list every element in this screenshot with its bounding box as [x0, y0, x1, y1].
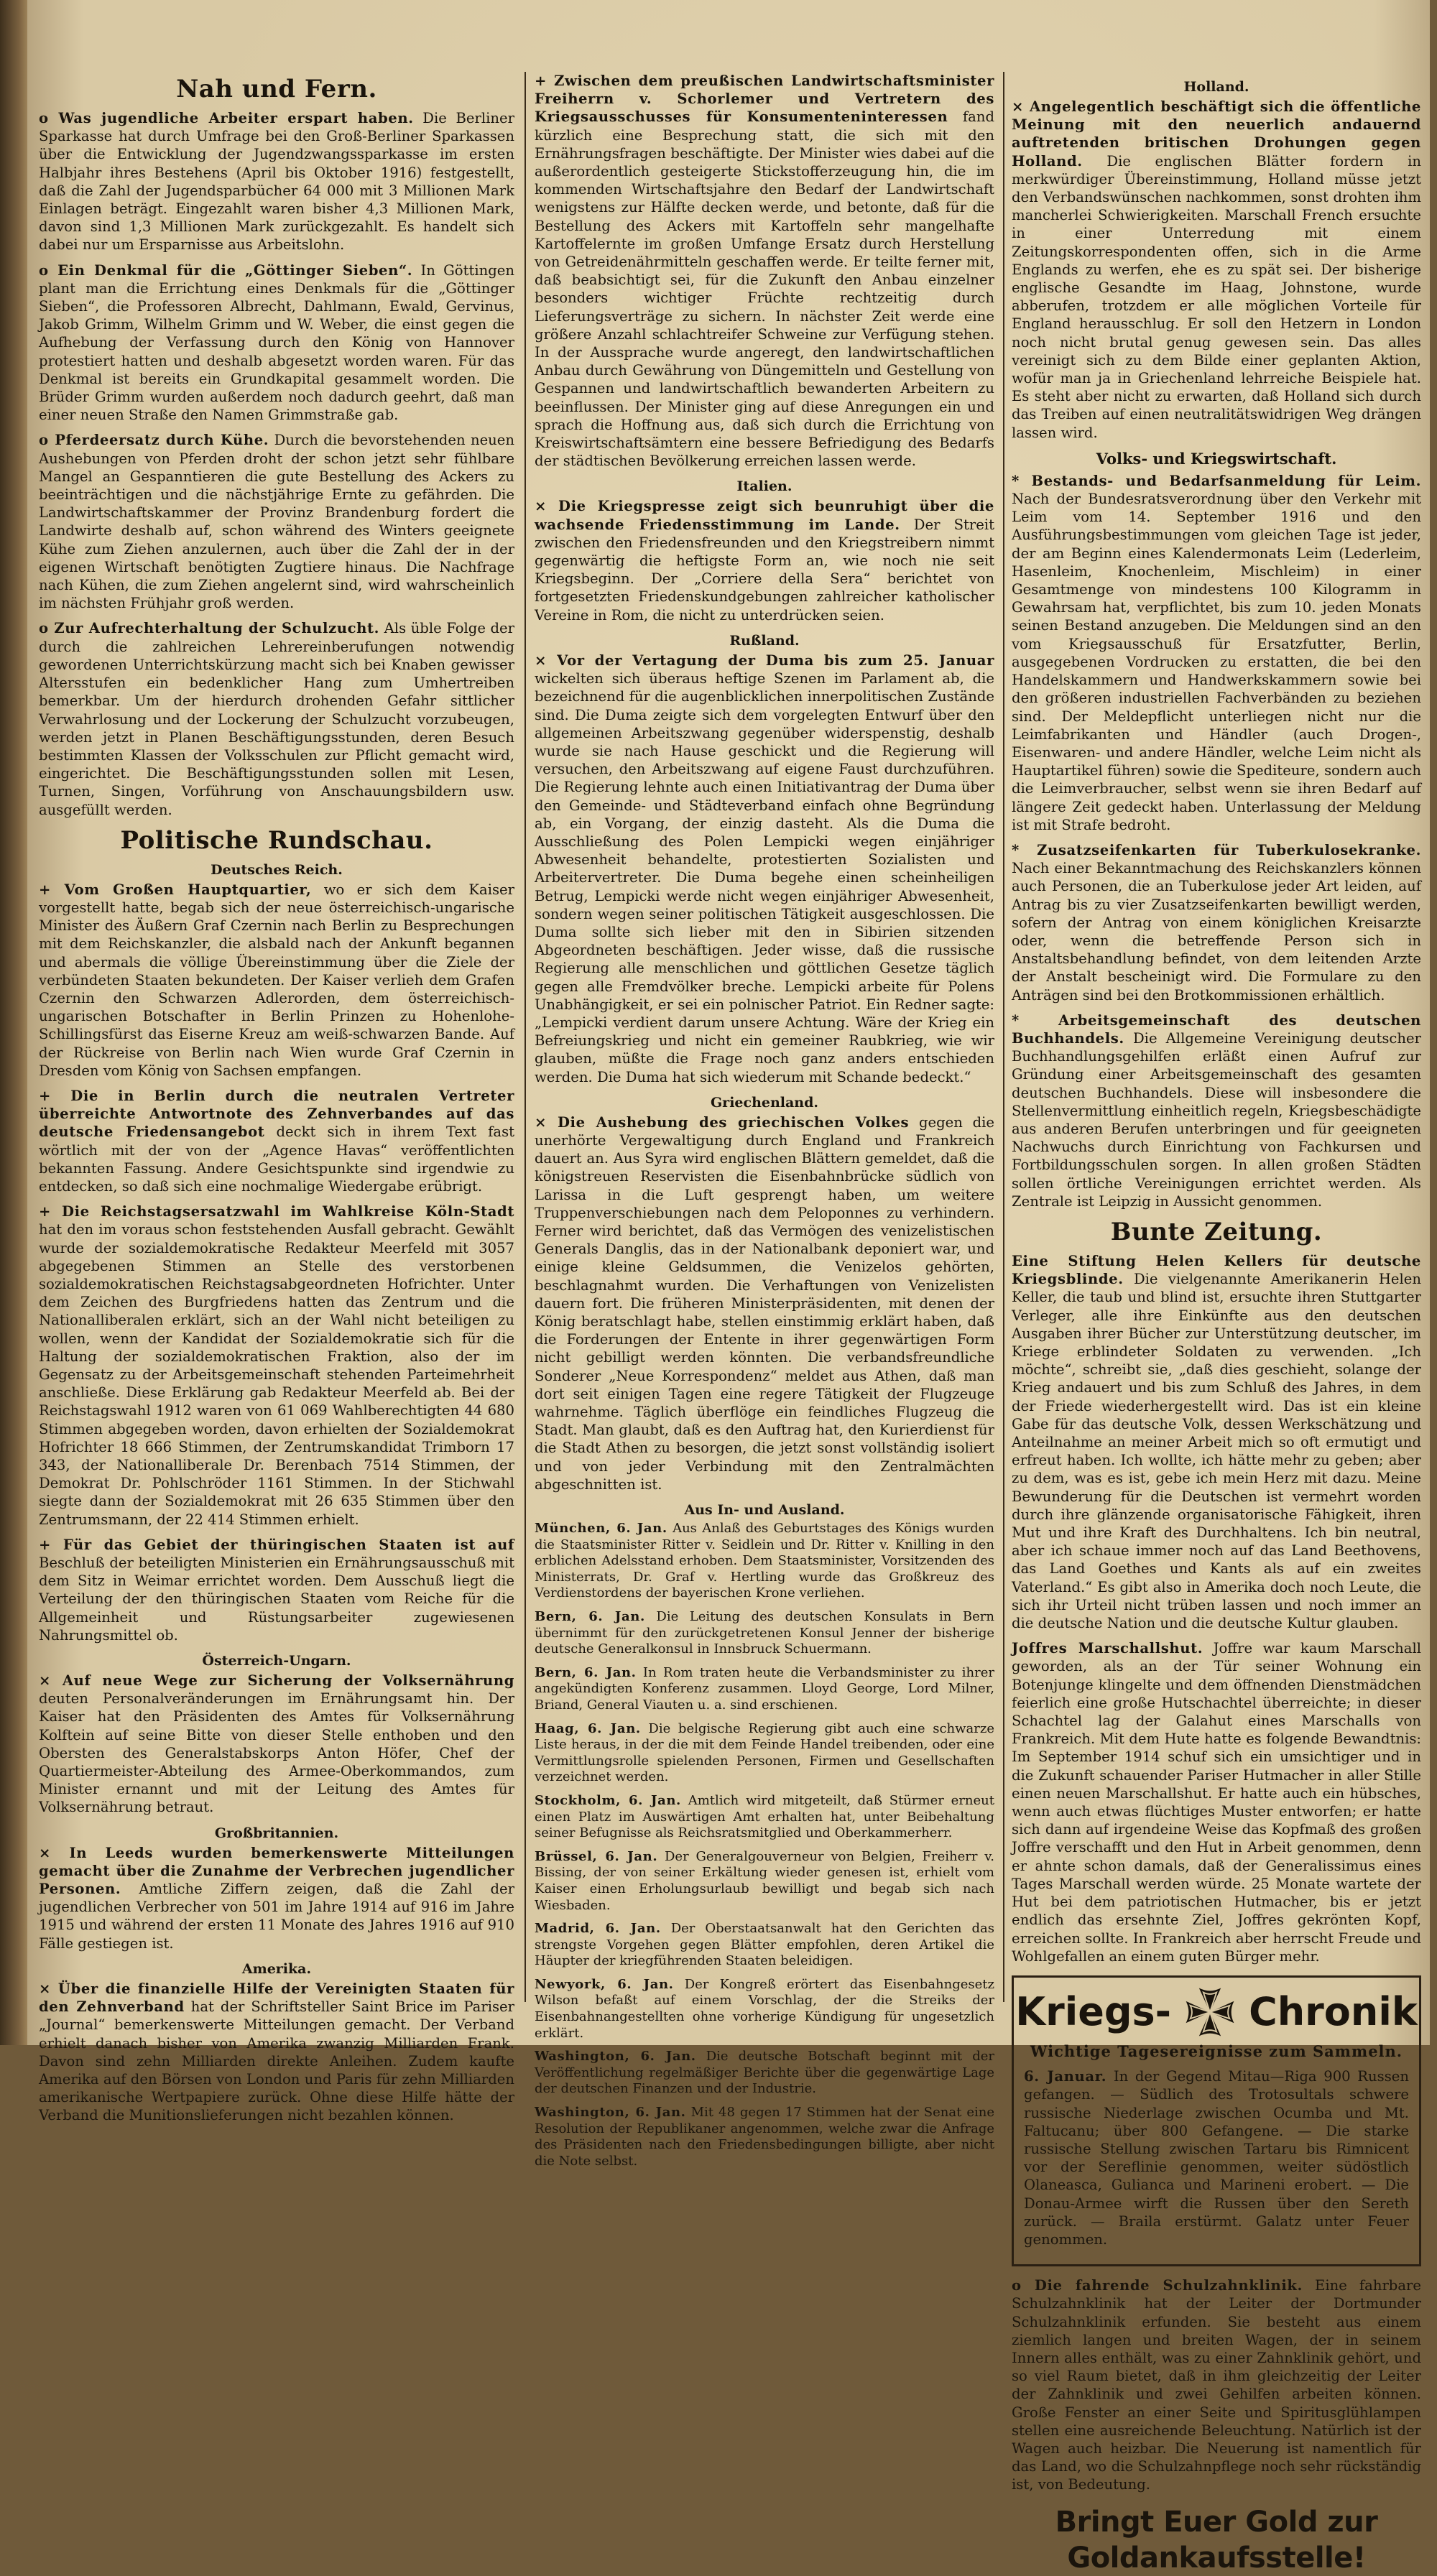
column-rule — [525, 72, 526, 2002]
chronik-title-left: Kriegs- — [1015, 1988, 1172, 2034]
article-lead: Eine Stiftung Helen Kellers für deutsche Kriegsblinde. — [1012, 1252, 1421, 1288]
article-lead: × Die Kriegspresse zeigt sich beunruhigt über die wachsende Friedensstimmung im Lande. — [535, 498, 994, 533]
subheading-amerika: Amerika. — [241, 1960, 312, 1977]
article-lead: × Die Aushebung des griechischen Volkes — [535, 1113, 910, 1131]
article-text: Als üble Folge der durch die zahlreichen Lehrereinberufungen notwendig gewordenen Unterrichtskürzung macht sich bei Knaben gewisser Altersstufen ein bedenklicher Hang zum Umhertreiben bemerkbar. Um der hierdurch drohenden Gefahr sittlicher Verwahrlosung und der Lockerung der Schulzucht vorzubeugen, werden jetzt in Planen Beschäftigungsstunden, deren Besuch bestimmten Klassen der Volksschulen zur Pflicht gemacht wird, eingerichtet. Die Beschäftigungsstunden sollen mit Lesen, Turnen, Singen, Vorführung von Anschauungsbildern usw. ausgefüllt werden. — [39, 620, 514, 818]
dateline: Washington, 6. Jan. — [535, 2105, 686, 2121]
column-rule — [1003, 72, 1004, 2002]
chronik-date: 6. Januar. — [1024, 2068, 1107, 2085]
article — [1012, 841, 1421, 1004]
dateline: Newyork, 6. Jan. — [535, 1976, 674, 1992]
article — [39, 1844, 514, 1952]
article-lead: + Die in Berlin durch die neutralen Vertreter überreichte Antwortnote des Zehnverbandes auf das deutsche Friedensangebot — [39, 1087, 514, 1141]
article — [39, 261, 514, 425]
article-lead: × Über die finanzielle Hilfe der Vereinigten Staaten für den Zehnverband — [39, 1980, 514, 2016]
dateline: Brüssel, 6. Jan. — [535, 1848, 658, 1864]
article-text: Die Berliner Sparkasse hat durch Umfrage bei den Groß-Berliner Sparkassen über die Entwicklung der Jugendzwangssparkasse im ersten Halbjahr ihres Bestehens (April bis Oktober 1916) festgestellt, daß die Zahl der Jugendsparbücher 64 000 mit 3 Millionen Mark Einlagen beträgt. Eingezahlt waren bisher 4,3 Millionen Mark, davon sind 1,3 Millionen Mark zurückgezahlt. Es handelt sich dabei nur um Ersparnisse aus Arbeitslohn. — [39, 110, 514, 254]
article-text: wo er sich dem Kaiser vorgestellt hatte, begab sich der neue österreichisch-ungarische Minister des Äußern Graf Czernin nach Berlin zu Besprechungen mit dem Reichskanzler, die alsbald nach der Ankunft begannen und abermals die völlige Übereinstimmung über die Ziele der verbündeten Staaten bekundeten. Der Kaiser verlieh dem Grafen Czernin den Schwarzen Adlerorden, dem österreichisch-ungarischen Botschafter in Berlin Prinzen zu Hohenlohe-Schillingsfürst das Eiserne Kreuz am weiß-schwarzen Bande. Auf der Rückreise von Berlin nach Wien wurde Graf Czernin in Dresden vom König von Sachsen empfangen. — [39, 881, 515, 1079]
column-middle — [535, 72, 995, 2169]
brief-text: Der Kongreß erörtert das Eisenbahngesetz Wilson befaßt auf einem Vorschlag, der die Streiks der Eisenbahnangestellten ohne vorherige Kündigung für ungesetzlich erklärt. — [535, 1976, 994, 2041]
article-lead: + Für das Gebiet der thüringischen Staaten ist auf — [39, 1536, 514, 1553]
brief-text: Aus Anlaß des Geburtstages des Königs wurden die Staatsminister Ritter v. Seidlein und Dr. Ritter v. Knilling in den erblichen Adelsstand erhoben. Dem Staatsminister, Vorsitzenden des Ministerrats, Dr. Graf v. Hertling wurde das Großkreuz des Verdienstordens der bayerischen Krone verliehen. — [535, 1521, 994, 1601]
article-text: deuten Personalveränderungen im Ernährungsamt hin. Der Kaiser hat den Präsidenten des Amtes für Volksernährung Kolftein auf seine Bitte von dieser Stelle enthoben und den Obersten des Generalstabskorps Anton Höfer, Chef der Quartiermeister-Abteilung des Armee-Oberkommandos, zum Minister ernannt und mit der Leitung des Amtes für Volksernährung betraut. — [39, 1690, 514, 1816]
dateline: Bern, 6. Jan. — [535, 1664, 637, 1680]
news-brief — [535, 1609, 994, 1658]
section-heading-politische-rundschau: Politische Rundschau. — [120, 825, 433, 855]
article-text: Amtliche Ziffern zeigen, daß die Zahl der jugendlichen Verbrecher von 501 im Jahre 1914 auf 916 im Jahre 1915 und während der ersten 11 Monate des Jahres 1916 auf 910 Fälle gestiegen ist. — [39, 1881, 514, 1952]
article — [535, 652, 994, 1086]
news-brief — [535, 1521, 994, 1602]
news-brief — [535, 1721, 994, 1786]
column-left — [39, 72, 515, 2124]
article-text: Beschluß der beteiligten Ministerien ein Ernährungsausschuß mit dem Sitz in Weimar errichtet worden. Dem Ausschuß liegt die Verteilung der den thüringischen Staaten vom Reiche für die Allgemeinheit und Rüstungsarbeiter zugewiesenen Nahrungsmittel ob. — [39, 1555, 514, 1644]
article-lead: + Die Reichstagsersatzwahl im Wahlkreise Köln-Stadt — [39, 1203, 514, 1220]
brief-text: Mit 48 gegen 17 Stimmen hat der Senat eine Resolution der Republikaner angenommen, welche zwar die Anfrage des Präsidenten nach den Friedensbedingungen billigte, aber nicht die Note selbst. — [535, 2105, 994, 2169]
subheading-grossbritannien: Großbritannien. — [214, 1825, 339, 1841]
subheading-italien: Italien. — [736, 478, 793, 495]
news-brief — [535, 1665, 994, 1714]
article-text: In Göttingen plant man die Errichtung eines Denkmals für die „Göttinger Sieben“, die Professoren Albrecht, Dahlmann, Ewald, Gervinus, Jakob Grimm, Wilhelm Grimm und W. Weber, die einst gegen die Aufhebung der Verfassung durch den König von Hannover protestiert hatten und deshalb abgesetzt worden waren. Für das Denkmal ist bereits ein Grundkapital gesammelt worden. Die Brüder Grimm wurden außerdem noch dadurch geehrt, daß man einer neuen Straße den Namen Grimmstraße gab. — [39, 261, 514, 424]
article-text: fand kürzlich eine Besprechung statt, die sich mit den Ernährungsfragen beschäftigte. Der Minister wies dabei auf die außerordentlich gesteigerte Stickstofferzeugung hin, die im kommenden Wirtschaftsjahre den Bedarf der Landwirtschaft wenigstens zur Hälfte decken werde, und betonte, daß für die Bestellung des Ackers mit Kartoffeln sehr mangelhafte Kartoffelernte im großen Umfange Ersatz durch Herstellung von Getreidenährmitteln geschaffen werde. Er teilte ferner mit, daß beabsichtigt sei, für die Zukunft den Anbau einzelner besonders wichtiger Früchte rechtzeitig durch Lieferungsverträge zu sichern. In nächster Zeit werde eine größere Anzahl schlachtreifer Schweine zur Verfügung stehen. In der Aussprache wurde angeregt, den landwirtschaftlichen Anbau durch Gewährung von Düngemitteln und Gestellung von Gespannen und landwirtschaftlich bewanderten Arbeitern zu beeinflussen. Der Minister ging auf diese Anregungen ein und sprach die Hoffnung aus, daß sich durch die Errichtung von Kreiswirtschaftsämtern eine bessere Befriedigung des Bedarfs der städtischen Bevölkerung erreichen lassen werde. — [535, 108, 994, 470]
article-text: Der Streit zwischen den Friedensfreunden und den Kriegstreibern nimmt gegenwärtig die heftigste Form an, wie noch nie seit Kriegsbeginn. Der „Corriere della Sera“ berichtet von fortgesetzten Friedenskundgebungen zahlreicher katholischer Vereine in Rom, die nicht zu unterdrücken seien. — [535, 516, 994, 624]
article-text: wickelten sich überaus heftige Szenen im Parlament ab, die bezeichnend für die augenblicklichen innerpolitischen Zustände sind. Die Duma zeigte sich dem vorgelegten Entwurf über den allgemeinen Arbeitszwang gegenüber widerspenstig, deshalb wurde sie nach Hause geschickt und die Regierung will versuchen, den Arbeitszwang auf eigene Faust durchzuführen. Die Regierung lehnte auch einen Initiativantrag der Duma über den Gemeinde- und Städteverband einfach ohne Begründung ab, ein Vorgang, der einzig dasteht. Als die Duma die Ausschließung des Polen Lempicki wegen einjähriger Abwesenheit behandelte, protestierten Sozialisten und Arbeitervertreter. Die Duma begehe einen scheinheiligen Betrug, Lempicki werde nicht wegen einjähriger Abwesenheit, sondern wegen seiner politischen Tätigkeit ausgeschlossen. Die Duma sollte sich lieber mit den in Sibirien sitzenden Abgeordneten beschäftigen. Jeder wisse, daß die russische Regierung alle menschlichen und göttlichen Gesetze täglich gegen alle Fremdvölker breche. Lempicki arbeite für Polens Unabhängigkeit, er sei ein polnischer Patriot. Ein Redner sagte: „Lempicki verdient darum unsere Achtung. Wäre der Krieg ein Befreiungskrieg und nicht ein gemeiner Raubkrieg, wie wir glauben, müßte die Frage noch ganz anders entschieden werden. Die Duma hat sich wiederum mit Schande bedeckt.“ — [535, 670, 994, 1085]
section-heading-bunte-zeitung: Bunte Zeitung. — [1110, 1217, 1323, 1246]
chronik-subtitle: Wichtige Tagesereignisse zum Sammeln. — [1030, 2042, 1403, 2060]
brief-text: Amtlich wird mitgeteilt, daß Stürmer erneut einen Platz im Auswärtigen Amt erhalten hat, unter Beibehaltung seiner Befugnisse als Reichsratsmitglied und Oberkammerherr. — [535, 1792, 994, 1841]
article-text: gegen die unerhörte Vergewaltigung durch England und Frankreich dauert an. Aus Syra wird englischen Blättern gemeldet, daß die königstreuen Reservisten die Eisenbahnbrücke südlich von Larissa in die Luft gesprengt haben, um weitere Truppenverschiebungen nach dem Peloponnes zu verhindern. Ferner wird berichtet, daß das Vermögen des venizelistischen Generals Danglis, das in der Nationalbank deponiert war, und einige kleine Geldsummen, die Venizelos gehörten, beschlagnahmt wurden. Die Verhaftungen von Venizelisten dauern fort. Die früheren Ministerpräsidenten, mit denen der König beratschlagt habe, stellen einstimmig erklärt haben, daß die Forderungen der Entente in ihrer gegenwärtigen Form nicht gebilligt werden könnten. Die verbandsfreundliche Sonderer „Neue Korrespondenz“ meldet aus Athen, daß man dort seit einigen Tagen eine regere Tätigkeit der Flugzeuge wahrnehme. Täglich überflöge ein feindliches Flugzeug die Stadt. Man glaubt, daß es den Auftrag hat, den Kurierdienst für die Stadt Athen zu besorgen, die jetzt sonst vollständig isoliert und von jeder Verbindung mit den Zentralmächten abgeschnitten ist. — [535, 1113, 995, 1493]
kriegs-chronik-box — [1012, 1975, 1421, 2266]
newspaper-page — [27, 0, 1430, 2575]
book-binding — [0, 0, 27, 2045]
chronik-text: In der Gegend Mitau—Riga 900 Russen gefangen. — Südlich des Trotosultals schwere russische Niederlage zwischen Ocumba und Mt. Faltucanu; über 800 Gefangene. — Die starke russische Stellung zwischen Tartaru bis Rimnicent vor der Sereflinie genommen, weiter südöstlich Olaneasca, Gulianca und Marineni erobert. — Die Donau-Armee wirft die Russen über den Sereth zurück. — Braila erstürmt. Galatz unter Feuer genommen. — [1024, 2068, 1409, 2248]
article-text: Eine fahrbare Schulzahnklinik hat der Leiter der Dortmunder Schulzahnklinik erfunden. Sie besteht aus einem ziemlich langen und breiten Wagen, der in seinem Innern alles enthält, was zu einer Zahnklinik gehört, und so viel Raum bietet, daß in ihm gleichzeitig der Leiter der Zahnklinik und zwei Gehilfen arbeiten können. Große Fenster an einer Seite und Spiritusglühlampen stellen eine ausreichende Beleuchtung. Natürlich ist der Wagen auch heizbar. Die Neuerung ist namentlich für das Land, wo die Schulzahnpflege noch sehr rückständig ist, von Bedeutung. — [1012, 2277, 1421, 2493]
article-text: Joffre war kaum Marschall geworden, als an der Tür seiner Wohnung ein Botenjunge klingelte und dem öffnenden Dienstmädchen feierlich eine große Hutschachtel überreichte; in dieser Schachtel lag der Galahut eines Marschalls von Frankreich. Mit dem Hute hatte es folgende Bewandtnis: Im September 1914 schuf sich ein umsichtiger und in die Zukunft schauender Pariser Hutmacher in aller Stille einen neuen Marschallshut. Er hatte auch ein hübsches, wenn auch etwas flüchtiges Muster entworfen; er hatte sich dann auf irgendeine Weise das Kopfmaß des großen Joffre verschafft und den Hut in Arbeit genommen, denn er ahnte schon damals, daß der Generalissimus eines Tages Marschall werden würde. 25 Monate wartete der Hut bei dem patriotischen Hutmacher, bis er jetzt endlich das ersehnte Ziel, Joffres gekrönten Kopf, erreichen sollte. In Frankreich aber herrscht Freude und Wohlgefallen an einem guten Bürger mehr. — [1012, 1640, 1422, 1965]
article-text: hat der Schriftsteller Saint Brice im Pariser „Journal“ bemerkenswerte Mitteilungen gemacht. Der Verband erhielt danach bisher von Amerika zwanzig Milliarden Frank. Davon sind zehn Milliarden direkte Anleihen. Zudem kaufte Amerika auf den Börsen von London und Paris für zehn Milliarden amerikanische Wertpapiere zurück. Ohne diese Hilfe hätte der Verband die Munitionslieferungen nicht bezahlen können. — [39, 1998, 515, 2124]
article — [1012, 2276, 1421, 2493]
dateline: Stockholm, 6. Jan. — [535, 1792, 681, 1808]
section-heading-nah-und-fern: Nah und Fern. — [176, 75, 377, 103]
article — [535, 1113, 994, 1493]
article — [1012, 1639, 1421, 1965]
news-brief — [535, 1849, 994, 1914]
subheading-griechenland: Griechenland. — [710, 1094, 819, 1111]
dateline: München, 6. Jan. — [535, 1521, 667, 1537]
article-lead: * Bestands- und Bedarfsanmeldung für Leim. — [1012, 472, 1421, 489]
article — [39, 1980, 514, 2125]
dateline: Washington, 6. Jan. — [535, 2049, 696, 2065]
article-lead: × Auf neue Wege zur Sicherung der Volksernährung — [39, 1672, 514, 1690]
article — [535, 72, 994, 470]
article — [1012, 1011, 1421, 1210]
brief-text: Die Leitung des deutschen Konsulats in Bern übernimmt für den zurückgetretenen Konsul Jenner der bisherige deutsche Generalkonsul in Innsbruck Schuermann. — [535, 1609, 995, 1657]
news-briefs — [535, 1521, 994, 2169]
iron-cross-icon — [1183, 1985, 1237, 2039]
article-lead: + Vom Großen Hauptquartier, — [39, 881, 312, 898]
brief-text: Die belgische Regierung gibt auch eine schwarze Liste heraus, in der die mit dem Feinde Handel treibenden, oder eine Vermittlungsrolle spielenden Personen, Firmen und Gesellschaften verzeichnet werden. — [535, 1720, 994, 1785]
brief-text: Der Oberstaatsanwalt hat den Gerichten das strengste Vorgehen gegen Blätter empfohlen, deren Artikel die Häupter der kriegführenden Staaten beleidigen. — [535, 1921, 994, 1969]
section-heading-volks-und-kriegswirtschaft: Volks- und Kriegswirtschaft. — [1096, 449, 1337, 468]
gold-slogan: Bringt Euer Gold zur Goldankaufsstelle! — [1055, 2505, 1378, 2575]
article-text: Nach der Bundesratsverordnung über den Verkehr mit Leim vom 14. September 1916 und den Ausführungsbestimmungen vom gleichen Tage ist jeder, der am Beginn eines Kalendermonats Leim (Lederleim, Hasenleim, Knochenleim, Mischleim) in einer Gesamtmenge von mindestens 100 Kilogramm in Gewahrsam hat, verpflichtet, bis zum 10. jeden Monats seinen Bestand anzugeben. Die Meldungen sind an den vom Kriegsausschuß für Ersatzfutter, Berlin, ausgegebenen Vordrucken zu erstatten, die bei den Handelskammern und Handwerkskammern sowie bei den größeren industriellen Fachverbänden zu beziehen sind. Der Meldepflicht unterliegen nicht nur die Leimfabrikanten und Händler (auch Drogen-, Eisenwaren- und andere Händler, welche Leim nicht als Hauptartikel führen) sowie die Spediteure, sondern auch die Leimverbraucher, selbst wenn sie ihren Bedarf auf längere Zeit gedeckt haben. Unterlassung der Meldung ist mit Strafe bedroht. — [1012, 491, 1421, 833]
article — [39, 431, 514, 612]
article — [39, 1087, 514, 1195]
dateline: Madrid, 6. Jan. — [535, 1921, 661, 1937]
article-text: Die vielgenannte Amerikanerin Helen Keller, die taub und blind ist, ersuchte ihren Stuttgarter Verleger, alle ihre Einkünfte aus den deutschen Ausgaben ihrer Bücher zur Unterstützung deutscher, im Kriege erblindeter Soldaten zu verwenden. „Ich möchte“, schreibt sie, „daß dies geschieht, solange der Krieg andauert und bis zum Schluß des Jahres, in dem der Friede wiederhergestellt wird. Das ist ein kleine Gabe für das deutsche Volk, dessen Werkschätzung und Anteilnahme an meiner Arbeit mich so oft ermutigt und erfreut haben. Ich wollte, ich hätte mehr zu geben; aber zu dem, was es ist, gebe ich mein Herz mit dazu. Meine Bewunderung für die Deutschen ist vermehrt worden durch ihre glänzende organisatorische Fähigkeit, ihren Mut und ihre Kraft des Durchhaltens. Ich bin neutral, aber ich schaue immer noch auf das Land Beethovens, das Land Goethes und Kants als auf ein zweites Vaterland.“ Es gibt also in Amerika doch noch Leute, die sich ihr Urteil nicht trüben lassen und noch immer an die deutsche Nation und die deutsche Kultur glauben. — [1012, 1271, 1421, 1632]
article — [39, 1536, 514, 1644]
article-lead: o Ein Denkmal für die „Göttinger Sieben“. — [39, 261, 413, 279]
chronik-title-right: Chronik — [1249, 1988, 1418, 2034]
subheading-holland: Holland. — [1183, 79, 1249, 95]
article — [1012, 98, 1421, 442]
article — [1012, 1252, 1421, 1632]
article-text: Durch die bevorstehenden neuen Aushebungen von Pferden droht der schon jetzt sehr fühlbare Mangel an Gespanntieren die gute Bestellung des Ackers zu beeinträchtigen und die nächstjährige Ernte zu gefährden. Die Landwirtschaftskammer der Provinz Brandenburg fordert die Landwirte deshalb auf, schon während des Winters geeignete Kühe zum Ziehen anzulernen, auch über die Zahl der in der eigenen Wirtschaft benötigten Zugtiere hinaus. Die Nachfrage nach Kühen, die zum Ziehen angelernt sind, wird wahrscheinlich im nächsten Frühjahr groß werden. — [39, 432, 514, 612]
news-brief — [535, 1977, 994, 2042]
article-text: Nach einer Bekanntmachung des Reichskanzlers können auch Personen, die an Tuberkulose jeder Art leiden, auf Antrag bis zu vier Zusatzseifenkarten bewilligt werden, sofern der Antrag von einem königlichen Kreisarzte oder, wenn die betreffende Person sich in Anstaltsbehandlung befindet, von dem leitenden Arzte der Anstalt bescheinigt wird. Die Formulare zu den Anträgen sind bei den Brotkommissionen erhältlich. — [1012, 860, 1421, 1004]
article — [39, 1203, 514, 1529]
article-text: deckt sich in ihrem Text fast wörtlich mit der von der „Agence Havas“ veröffentlichten bekannten Fassung. Andere Gesichtspunkte sind irgendwie zu entdecken, so daß sich eine nochmalige Wiedergabe erübrigt. — [39, 1123, 515, 1195]
article-lead: o Die fahrende Schulzahnklinik. — [1012, 2277, 1303, 2294]
article-lead: + Zwischen dem preußischen Landwirtschaftsminister Freiherrn v. Schorlemer und Vertretern des Kriegsausschusses für Konsumenteninteressen — [535, 73, 994, 126]
article-lead: o Pferdeersatz durch Kühe. — [39, 432, 269, 449]
article — [39, 109, 514, 254]
brief-text: Der Generalgouverneur von Belgien, Freiherr v. Bissing, der von seiner Erkältung wieder genesen ist, erhielt vom Kaiser einen Erholungsurlaub bewilligt und begab sich nach Wiesbaden. — [535, 1848, 994, 1913]
subheading-aus-in-und-ausland: Aus In- und Ausland. — [684, 1502, 845, 1519]
subheading-deutsches-reich: Deutsches Reich. — [211, 861, 343, 878]
news-brief — [535, 2049, 994, 2098]
article-lead: * Zusatzseifenkarten für Tuberkulosekranke. — [1012, 841, 1421, 858]
brief-text: Die deutsche Botschaft beginnt mit der Veröffentlichung regelmäßiger Berichte über die gegenwärtige Lage der deutschen Finanzen und der Industrie. — [535, 2049, 994, 2097]
article-lead: * Arbeitsgemeinschaft des deutschen Buchhandels. — [1012, 1011, 1421, 1047]
article-lead: × Vor der Vertagung der Duma bis zum 25. Januar — [535, 652, 994, 669]
article — [39, 881, 514, 1080]
article-lead: o Was jugendliche Arbeiter erspart haben. — [39, 110, 414, 126]
article-text: Die Allgemeine Vereinigung deutscher Buchhandlungsgehilfen erläßt einen Aufruf zur Gründung einer Arbeitsgemeinschaft des gesamten deutschen Buchhandels. Diese will insbesondere die Stellenvermittlung einheitlich regeln, Kriegsbeschädigte aus anderen Berufen unterbringen und für geeigneten Nachwuchs durch Einrichtung von Fachkursen und Fortbildungsschulen sorgen. In allen großen Städten sollen örtliche Vereinigungen errichtet werden. Als Zentrale ist Leipzig in Aussicht genommen. — [1012, 1029, 1421, 1210]
subheading-russland: Rußland. — [729, 632, 800, 649]
article-lead: o Zur Aufrechterhaltung der Schulzucht. — [39, 620, 380, 637]
news-brief — [535, 1793, 994, 1842]
dateline: Haag, 6. Jan. — [535, 1720, 641, 1736]
news-brief — [535, 1921, 994, 1970]
dateline: Bern, 6. Jan. — [535, 1609, 645, 1624]
article-text: Die englischen Blätter fordern in merkwürdiger Übereinstimmung, Holland müsse jetzt den Verbandswünschen nachkommen, sonst drohten ihm mancherlei Schwierigkeiten. Marschall French ersuchte in einer Unterredung mit einem Zeitungskorrespondenten offen, sich in die Arme Englands zu werfen, ehe es zu spät sei. Der bisherige englische Gesandte im Haag, Johnstone, wurde abberufen, trotzdem er alle möglichen Vorteile für England herausschlug. Er soll den Hetzern in London noch nicht brutal genug gewesen sein. Das alles vereinigt sich zu dem Bilde einer geplanten Aktion, wofür man ja in Griechenland lehrreiche Beispiele hat. Es steht aber nicht zu erwarten, daß Holland sich durch das Treiben auf einen neutralitätswidrigen Weg drängen lassen wird. — [1012, 152, 1422, 441]
article — [39, 1672, 514, 1817]
article — [39, 619, 514, 818]
news-brief — [535, 2105, 994, 2169]
article-lead: × Angelegentlich beschäftigt sich die öffentliche Meinung mit den neuerlich andauernd auftretenden britischen Drohungen gegen Holland. — [1012, 98, 1421, 170]
article-text: hat den im voraus schon feststehenden Ausfall gebracht. Gewählt wurde der sozialdemokratische Redakteur Meerfeld mit 3057 abgegebenen Stimmen an Stelle des verstorbenen sozialdemokratischen Reichstagsabgeordneten Hofrichter. Unter dem Zeichen des Burgfriedens hatten das Zentrum und die Nationalliberalen erklärt, sich an der Wahl nicht beteiligen zu wollen, wenn der Kandidat der Sozialdemokratie sich für die Haltung der sozialdemokratischen Fraktion, also der im Gegensatz zu der Arbeitsgemeinschaft stehenden Parteimehrheit anschließe. Diese Erklärung gab Redakteur Meerfeld ab. Bei der Reichstagswahl 1912 waren von 61 069 Wahlberechtigten 44 680 Stimmen abgegeben worden, davon erhielten der Sozialdemokrat Hofrichter 18 666 Stimmen, der Zentrumskandidat Trimborn 17 343, der Nationalliberale Dr. Berenbach 7514 Stimmen, der Demokrat Dr. Pohlschröder 1161 Stimmen. In der Stichwahl siegte dann der Sozialdemokrat mit 26 635 Stimmen über den Zentrumsmann, der 22 414 Stimmen erhielt. — [39, 1221, 514, 1528]
kriegs-chronik-title — [1015, 1985, 1418, 2039]
article-lead: × In Leeds wurden bemerkenswerte Mitteilungen gemacht über die Zunahme der Verbrechen jugendlicher Personen. — [39, 1844, 514, 1898]
article-lead: Joffres Marschallshut. — [1012, 1640, 1203, 1657]
article — [535, 497, 994, 624]
subheading-oesterreich-ungarn: Österreich-Ungarn. — [202, 1653, 351, 1669]
column-right — [1012, 72, 1422, 2575]
chronik-entry — [1024, 2067, 1409, 2248]
brief-text: In Rom traten heute die Verbandsminister zu ihrer angekündigten Konferenz zusammen. Lloyd George, Lord Milner, Briand, General Viauten u. a. sind erschienen. — [535, 1664, 994, 1713]
article — [1012, 472, 1421, 834]
